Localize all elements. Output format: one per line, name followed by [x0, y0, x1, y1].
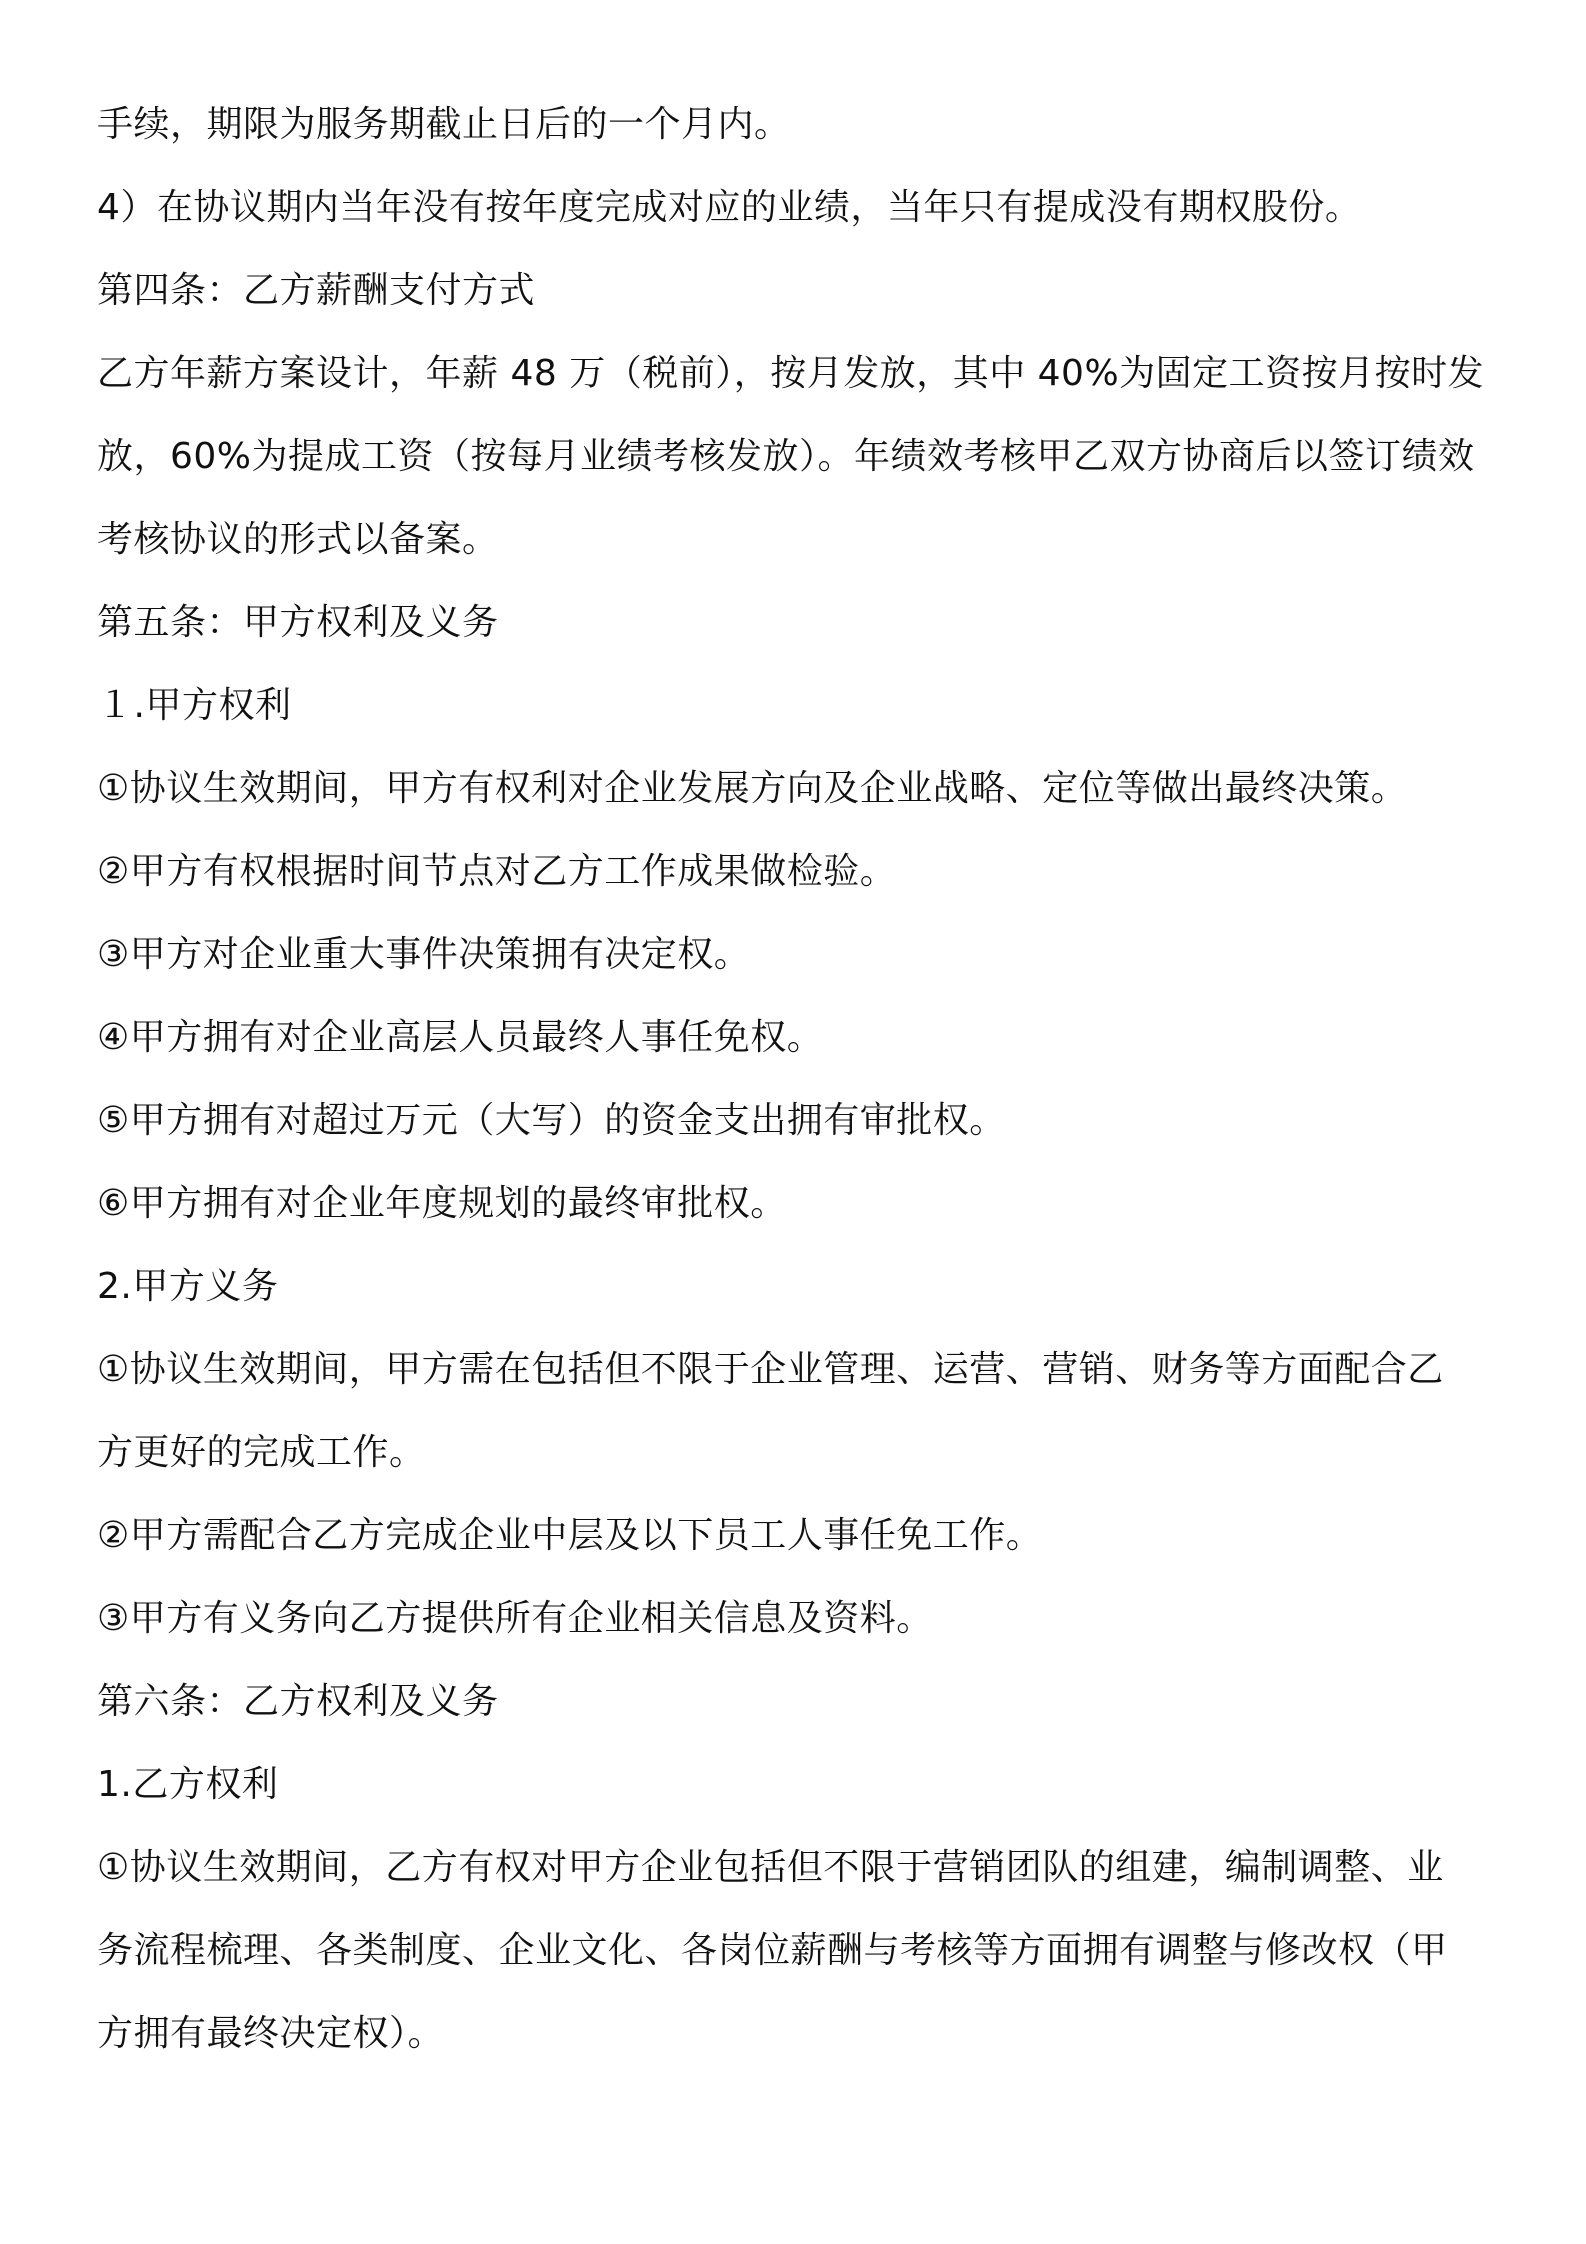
party-a-obligations-heading: 2.甲方义务	[97, 1266, 279, 1307]
article-5-heading: 第五条：甲方权利及义务	[97, 602, 499, 643]
party-b-right-1-line-1: ①协议生效期间，乙方有权对甲方企业包括但不限于营销团队的组建，编制调整、业	[97, 1847, 1444, 1888]
party-a-right-4: ④甲方拥有对企业高层人员最终人事任免权。	[97, 1017, 824, 1058]
paragraph-line-item-4: 4）在协议期内当年没有按年度完成对应的业绩，当年只有提成没有期权股份。	[97, 187, 1362, 228]
party-b-right-1-line-2: 务流程梳理、各类制度、企业文化、各岗位薪酬与考核等方面拥有调整与修改权（甲	[97, 1930, 1448, 1971]
paragraph-line-procedure-deadline: 手续，期限为服务期截止日后的一个月内。	[97, 104, 791, 145]
party-a-right-6: ⑥甲方拥有对企业年度规划的最终审批权。	[97, 1183, 787, 1224]
party-b-right-1-line-3: 方拥有最终决定权）。	[97, 2013, 445, 2054]
party-a-obligation-1-line-1: ①协议生效期间，甲方需在包括但不限于企业管理、运营、营销、财务等方面配合乙	[97, 1349, 1444, 1390]
party-a-rights-heading: １.甲方权利	[97, 685, 292, 726]
document-page	[97, 100, 1517, 2092]
paragraph-line-salary-2: 放，60%为提成工资（按每月业绩考核发放）。年绩效考核甲乙双方协商后以签订绩效	[97, 436, 1475, 477]
party-a-right-3: ③甲方对企业重大事件决策拥有决定权。	[97, 934, 751, 975]
party-a-obligation-3: ③甲方有义务向乙方提供所有企业相关信息及资料。	[97, 1598, 933, 1639]
party-b-rights-heading: 1.乙方权利	[97, 1764, 279, 1805]
party-a-right-2: ②甲方有权根据时间节点对乙方工作成果做检验。	[97, 851, 897, 892]
party-a-right-5: ⑤甲方拥有对超过万元（大写）的资金支出拥有审批权。	[97, 1100, 1006, 1141]
article-6-heading: 第六条：乙方权利及义务	[97, 1681, 499, 1722]
party-a-obligation-2: ②甲方需配合乙方完成企业中层及以下员工人事任免工作。	[97, 1515, 1043, 1556]
party-a-obligation-1-line-2: 方更好的完成工作。	[97, 1432, 426, 1473]
paragraph-line-salary-1: 乙方年薪方案设计，年薪 48 万（税前），按月发放，其中 40%为固定工资按月按时发	[97, 353, 1485, 394]
party-a-right-1: ①协议生效期间，甲方有权利对企业发展方向及企业战略、定位等做出最终决策。	[97, 768, 1408, 809]
article-4-heading: 第四条：乙方薪酬支付方式	[97, 270, 536, 311]
paragraph-line-salary-3: 考核协议的形式以备案。	[97, 519, 499, 560]
